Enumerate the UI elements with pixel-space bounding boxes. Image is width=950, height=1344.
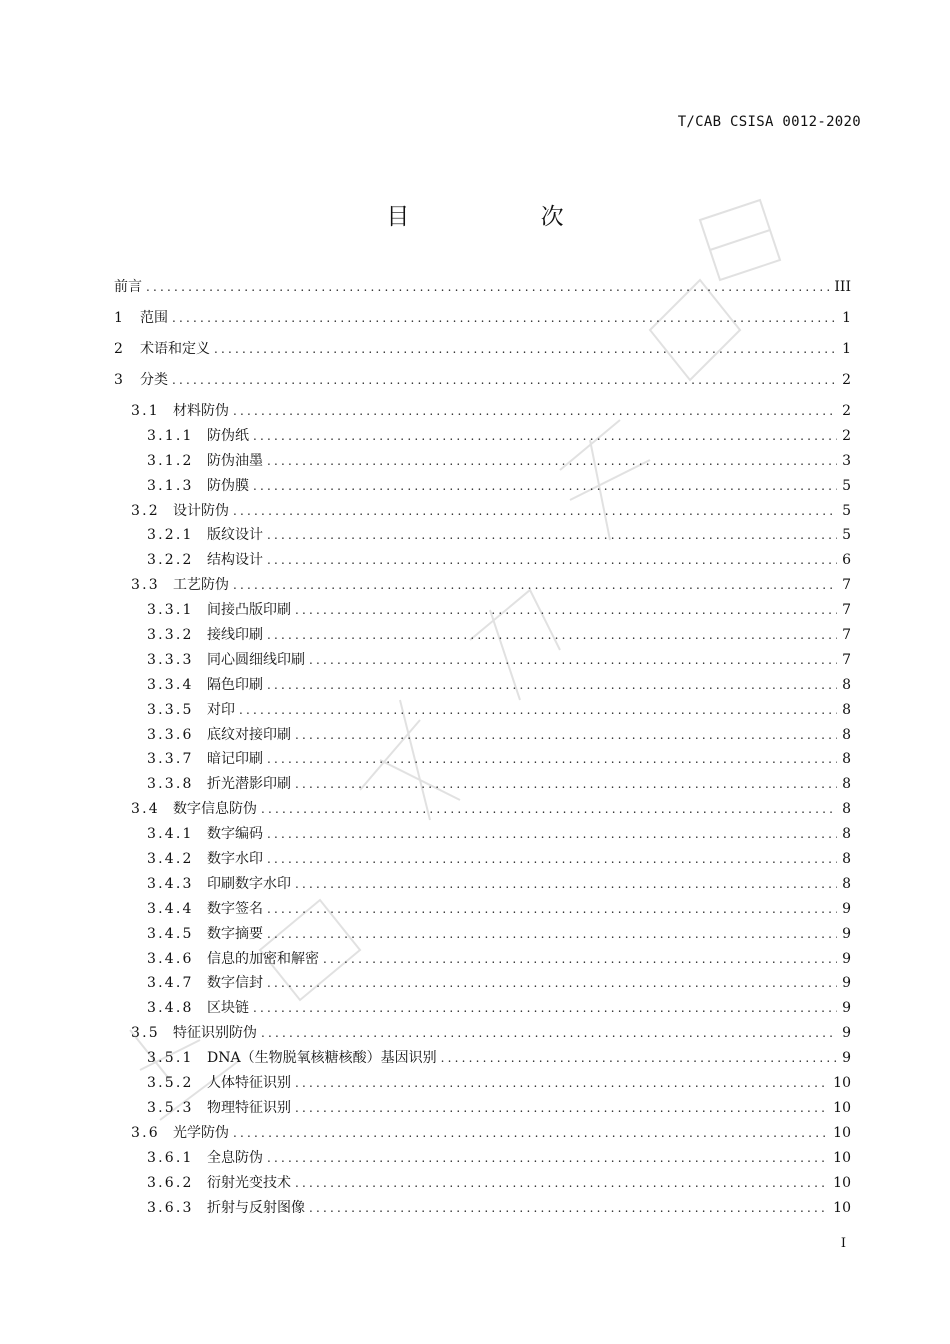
toc-entry-number: 3.3.4 bbox=[147, 676, 194, 693]
toc-entry-title: 术语和定义 bbox=[140, 341, 210, 357]
toc-leader-dots bbox=[214, 337, 837, 361]
toc-leader-dots bbox=[239, 698, 837, 723]
toc-leader-dots bbox=[172, 368, 837, 392]
toc-entry-number: 3.2.2 bbox=[147, 552, 194, 569]
toc-leader-dots bbox=[267, 897, 837, 922]
toc-entry-title: 物理特征识别 bbox=[207, 1099, 291, 1116]
toc-entry-number: 3.4 bbox=[131, 801, 160, 818]
toc-entry-number: 3.3.8 bbox=[147, 776, 194, 793]
toc-leader-dots bbox=[233, 1121, 829, 1146]
toc-entry[interactable] bbox=[114, 474, 851, 499]
document-code: T/CAB CSISA 0012-2020 bbox=[677, 114, 861, 130]
toc-leader-dots bbox=[267, 747, 837, 772]
toc-entry-page: 8 bbox=[842, 826, 851, 843]
toc-entry-page: 8 bbox=[842, 851, 851, 868]
toc-entry-page: 5 bbox=[842, 477, 851, 494]
toc-entry-page: 1 bbox=[842, 341, 851, 357]
toc-entry-title: 信息的加密和解密 bbox=[207, 950, 319, 967]
toc-entry-number: 3.1 bbox=[131, 403, 160, 419]
toc-entry-title: 范围 bbox=[140, 310, 168, 326]
toc-entry-title: 对印 bbox=[207, 701, 235, 718]
toc-entry-number: 3.6.2 bbox=[147, 1174, 194, 1191]
toc-entry-title: 工艺防伪 bbox=[173, 577, 229, 594]
toc-entry[interactable] bbox=[114, 772, 851, 797]
toc-entry-title: 间接凸版印刷 bbox=[207, 602, 291, 619]
toc-entry[interactable] bbox=[114, 424, 851, 449]
toc-entry-page: 7 bbox=[842, 577, 851, 594]
toc-leader-dots bbox=[253, 996, 837, 1021]
toc-entry-number: 3.1.1 bbox=[147, 427, 194, 444]
toc-entry[interactable] bbox=[114, 449, 851, 474]
toc-leader-dots bbox=[323, 947, 837, 972]
toc-entry[interactable] bbox=[114, 523, 851, 548]
toc-entry-number: 3.6 bbox=[131, 1124, 160, 1141]
toc-entry[interactable] bbox=[114, 1171, 851, 1196]
toc-entry-title: 折射与反射图像 bbox=[207, 1199, 305, 1216]
toc-leader-dots bbox=[441, 1046, 837, 1071]
toc-leader-dots bbox=[295, 723, 837, 748]
toc-entry-page: 8 bbox=[842, 751, 851, 768]
toc-entry-number: 3.1.2 bbox=[147, 452, 194, 469]
toc-entry-number: 2 bbox=[114, 341, 126, 357]
toc-entry-title: 接线印刷 bbox=[207, 627, 263, 644]
toc-entry-title: 设计防伪 bbox=[173, 502, 229, 519]
toc-entry-title: 区块链 bbox=[207, 1000, 249, 1017]
toc-entry-page: 9 bbox=[842, 1025, 851, 1042]
toc-entry[interactable] bbox=[114, 275, 851, 306]
toc-entry-page: 2 bbox=[842, 372, 851, 388]
toc-entry-title: 数字编码 bbox=[207, 826, 263, 843]
toc-leader-dots bbox=[253, 474, 837, 499]
toc-entry-title: 数字信息防伪 bbox=[173, 801, 257, 818]
toc-entry-title: 底纹对接印刷 bbox=[207, 726, 291, 743]
toc-leader-dots bbox=[295, 598, 837, 623]
toc-entry-title: 结构设计 bbox=[207, 552, 263, 569]
toc-leader-dots bbox=[267, 822, 837, 847]
toc-leader-dots bbox=[267, 971, 837, 996]
toc-leader-dots bbox=[253, 424, 837, 449]
toc-entry-title: 折光潜影印刷 bbox=[207, 776, 291, 793]
toc-entry-number: 3.3.2 bbox=[147, 627, 194, 644]
toc-entry[interactable] bbox=[114, 996, 851, 1021]
toc-leader-dots bbox=[261, 1021, 837, 1046]
toc-entry[interactable] bbox=[114, 897, 851, 922]
toc-entry-page: 7 bbox=[842, 602, 851, 619]
toc-entry[interactable] bbox=[114, 822, 851, 847]
toc-entry[interactable] bbox=[114, 598, 851, 623]
toc-leader-dots bbox=[267, 847, 837, 872]
toc-entry-number: 3.4.1 bbox=[147, 826, 194, 843]
toc-entry-number: 1 bbox=[114, 310, 126, 326]
toc-leader-dots bbox=[309, 648, 837, 673]
toc-entry-title: 防伪膜 bbox=[207, 477, 249, 494]
toc-entry-number: 3.3.3 bbox=[147, 651, 194, 668]
toc-entry-page: 10 bbox=[833, 1075, 851, 1092]
toc-entry-page: 8 bbox=[842, 875, 851, 892]
toc-entry-title: 同心圆细线印刷 bbox=[207, 651, 305, 668]
toc-entry-number: 3.3 bbox=[131, 577, 160, 594]
toc-leader-dots bbox=[172, 306, 837, 330]
toc-entry-number: 3.2.1 bbox=[147, 527, 194, 544]
toc-leader-dots bbox=[267, 922, 837, 947]
toc-entry-title: 分类 bbox=[140, 372, 168, 388]
toc-entry-page: 9 bbox=[842, 900, 851, 917]
table-of-contents bbox=[114, 275, 851, 1220]
toc-entry-number: 3.4.2 bbox=[147, 851, 194, 868]
toc-entry-page: 9 bbox=[842, 975, 851, 992]
toc-entry-number: 3.4.6 bbox=[147, 950, 194, 967]
toc-entry-number: 3.3.1 bbox=[147, 602, 194, 619]
toc-entry[interactable] bbox=[114, 1021, 851, 1046]
toc-entry-title: 防伪油墨 bbox=[207, 452, 263, 469]
toc-entry-page: 3 bbox=[842, 452, 851, 469]
footer-page-number: I bbox=[840, 1236, 846, 1251]
toc-entry-page: 10 bbox=[833, 1124, 851, 1141]
toc-entry-page: 6 bbox=[842, 552, 851, 569]
toc-leader-dots bbox=[233, 573, 837, 598]
toc-entry-title: 数字信封 bbox=[207, 975, 263, 992]
toc-entry-number: 3 bbox=[114, 372, 126, 388]
toc-entry[interactable] bbox=[114, 947, 851, 972]
toc-entry-title: 暗记印刷 bbox=[207, 751, 263, 768]
toc-entry-title: 防伪纸 bbox=[207, 427, 249, 444]
toc-entry-page: 8 bbox=[842, 676, 851, 693]
toc-leader-dots bbox=[295, 772, 837, 797]
toc-entry[interactable] bbox=[114, 747, 851, 772]
toc-entry-title: 印刷数字水印 bbox=[207, 875, 291, 892]
toc-entry[interactable] bbox=[114, 337, 851, 368]
toc-leader-dots bbox=[295, 1071, 829, 1096]
toc-entry-page: 10 bbox=[833, 1199, 851, 1216]
toc-entry-page: 9 bbox=[842, 950, 851, 967]
toc-entry-title: 数字摘要 bbox=[207, 925, 263, 942]
toc-entry-page: 5 bbox=[842, 502, 851, 519]
toc-entry-title: DNA（生物脱氧核糖核酸）基因识别 bbox=[207, 1050, 437, 1067]
toc-leader-dots bbox=[261, 797, 837, 822]
toc-leader-dots bbox=[267, 548, 837, 573]
toc-entry-number: 3.3.7 bbox=[147, 751, 194, 768]
toc-entry-page: 7 bbox=[842, 627, 851, 644]
toc-entry-page: 7 bbox=[842, 651, 851, 668]
toc-entry-page: 2 bbox=[842, 427, 851, 444]
toc-entry-page: 8 bbox=[842, 701, 851, 718]
toc-entry-title: 人体特征识别 bbox=[207, 1075, 291, 1092]
toc-entry[interactable] bbox=[114, 648, 851, 673]
toc-entry-number: 3.3.6 bbox=[147, 726, 194, 743]
page-title: 目 次 bbox=[386, 204, 626, 230]
toc-entry[interactable] bbox=[114, 922, 851, 947]
toc-entry-title: 材料防伪 bbox=[173, 403, 229, 419]
toc-entry-title: 版纹设计 bbox=[207, 527, 263, 544]
toc-entry[interactable] bbox=[114, 1146, 851, 1171]
toc-leader-dots bbox=[309, 1196, 829, 1221]
toc-entry-page: 9 bbox=[842, 1000, 851, 1017]
toc-entry-number: 3.1.3 bbox=[147, 477, 194, 494]
toc-entry-page: 9 bbox=[842, 925, 851, 942]
toc-entry-page: 5 bbox=[842, 527, 851, 544]
toc-entry-number: 3.4.3 bbox=[147, 875, 194, 892]
toc-leader-dots bbox=[267, 623, 837, 648]
toc-leader-dots bbox=[267, 1146, 829, 1171]
toc-entry-title: 前言 bbox=[114, 279, 142, 295]
toc-leader-dots bbox=[295, 872, 837, 897]
toc-leader-dots bbox=[233, 499, 837, 524]
toc-entry-number: 3.6.1 bbox=[147, 1149, 194, 1166]
toc-entry-number: 3.4.7 bbox=[147, 975, 194, 992]
toc-entry-number: 3.3.5 bbox=[147, 701, 194, 718]
toc-entry-number: 3.5.2 bbox=[147, 1075, 194, 1092]
toc-entry[interactable] bbox=[114, 548, 851, 573]
toc-entry[interactable] bbox=[114, 1196, 851, 1221]
toc-entry[interactable] bbox=[114, 306, 851, 337]
toc-entry[interactable] bbox=[114, 723, 851, 748]
toc-leader-dots bbox=[267, 449, 837, 474]
toc-entry-page: 10 bbox=[833, 1174, 851, 1191]
toc-leader-dots bbox=[267, 673, 837, 698]
toc-entry-number: 3.4.5 bbox=[147, 925, 194, 942]
toc-entry[interactable] bbox=[114, 368, 851, 399]
toc-entry[interactable] bbox=[114, 847, 851, 872]
toc-entry-page: 2 bbox=[842, 403, 851, 419]
toc-entry-page: 1 bbox=[842, 310, 851, 326]
toc-entry-number: 3.5.1 bbox=[147, 1050, 194, 1067]
toc-entry-page: 8 bbox=[842, 801, 851, 818]
toc-entry-page: 8 bbox=[842, 776, 851, 793]
toc-entry-title: 全息防伪 bbox=[207, 1149, 263, 1166]
toc-entry-page: 9 bbox=[842, 1050, 851, 1067]
toc-entry[interactable] bbox=[114, 1096, 851, 1121]
toc-entry-title: 隔色印刷 bbox=[207, 676, 263, 693]
toc-entry-number: 3.6.3 bbox=[147, 1199, 194, 1216]
toc-entry[interactable] bbox=[114, 971, 851, 996]
toc-entry-title: 特征识别防伪 bbox=[173, 1025, 257, 1042]
toc-entry[interactable] bbox=[114, 1121, 851, 1146]
toc-leader-dots bbox=[146, 275, 830, 299]
toc-entry-title: 数字签名 bbox=[207, 900, 263, 917]
toc-entry[interactable] bbox=[114, 499, 851, 524]
toc-entry-number: 3.4.8 bbox=[147, 1000, 194, 1017]
toc-leader-dots bbox=[267, 523, 837, 548]
toc-entry[interactable] bbox=[114, 573, 851, 598]
toc-entry-title: 数字水印 bbox=[207, 851, 263, 868]
toc-entry[interactable] bbox=[114, 623, 851, 648]
toc-entry-page: 10 bbox=[833, 1149, 851, 1166]
toc-leader-dots bbox=[295, 1171, 829, 1196]
toc-entry[interactable] bbox=[114, 1046, 851, 1071]
toc-entry[interactable] bbox=[114, 872, 851, 897]
toc-entry[interactable] bbox=[114, 1071, 851, 1096]
toc-entry-number: 3.2 bbox=[131, 502, 160, 519]
toc-entry-title: 衍射光变技术 bbox=[207, 1174, 291, 1191]
toc-entry-page: 8 bbox=[842, 726, 851, 743]
toc-leader-dots bbox=[295, 1096, 829, 1121]
toc-entry-page: 10 bbox=[833, 1099, 851, 1116]
toc-leader-dots bbox=[233, 399, 837, 424]
toc-entry-page: III bbox=[834, 279, 851, 295]
toc-entry[interactable] bbox=[114, 698, 851, 723]
toc-entry[interactable] bbox=[114, 399, 851, 424]
toc-entry[interactable] bbox=[114, 673, 851, 698]
toc-entry-number: 3.4.4 bbox=[147, 900, 194, 917]
toc-entry-number: 3.5.3 bbox=[147, 1099, 194, 1116]
toc-entry-number: 3.5 bbox=[131, 1025, 160, 1042]
toc-entry-title: 光学防伪 bbox=[173, 1124, 229, 1141]
toc-entry[interactable] bbox=[114, 797, 851, 822]
